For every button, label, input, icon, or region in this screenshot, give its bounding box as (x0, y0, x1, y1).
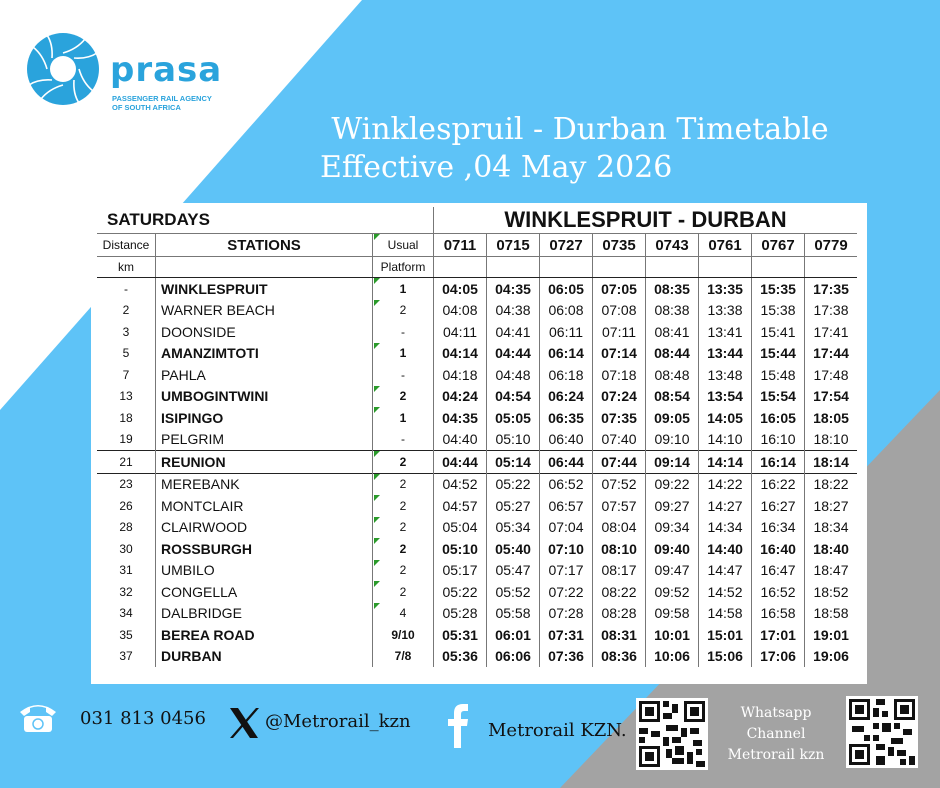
platform-cell: 2 (373, 517, 434, 539)
train-number: 0767 (752, 234, 805, 257)
time-cell: 09:47 (646, 560, 699, 582)
platform-cell: - (373, 321, 434, 343)
time-cell: 17:38 (805, 300, 858, 322)
time-cell: 15:01 (699, 624, 752, 646)
time-cell: 18:40 (805, 538, 858, 560)
qr-code-whatsapp (846, 696, 918, 768)
time-cell: 16:40 (752, 538, 805, 560)
distance-cell: 28 (119, 520, 133, 535)
time-cell: 04:44 (434, 451, 487, 474)
time-cell: 09:52 (646, 581, 699, 603)
column-header-row (97, 234, 857, 257)
time-cell: 16:14 (752, 451, 805, 474)
time-cell: 05:31 (434, 624, 487, 646)
time-cell: 17:06 (752, 646, 805, 668)
table-row (97, 451, 857, 474)
table-row (97, 386, 857, 408)
time-cell: 07:18 (593, 364, 646, 386)
table-row (97, 300, 857, 322)
time-cell: 07:04 (540, 517, 593, 539)
timetable-header-row (97, 207, 857, 234)
station-cell: BEREA ROAD (156, 624, 373, 646)
time-cell: 16:10 (752, 429, 805, 451)
station-cell: MEREBANK (156, 473, 373, 495)
time-cell: 05:17 (434, 560, 487, 582)
platform-cell: 2 (373, 451, 434, 474)
facebook-icon (446, 702, 470, 748)
blank-cell (487, 257, 540, 278)
train-number: 0711 (434, 234, 487, 257)
time-cell: 14:47 (699, 560, 752, 582)
time-cell: 04:48 (487, 364, 540, 386)
station-cell: CONGELLA (156, 581, 373, 603)
distance-cell: 19 (119, 432, 133, 447)
time-cell: 17:44 (805, 343, 858, 365)
time-cell: 08:28 (593, 603, 646, 625)
platform-cell: 2 (373, 473, 434, 495)
time-cell: 18:14 (805, 451, 858, 474)
station-cell: WARNER BEACH (156, 300, 373, 322)
distance-cell: 23 (97, 473, 156, 495)
time-cell: 09:34 (646, 517, 699, 539)
stations-header: STATIONS (156, 234, 373, 257)
time-cell: 17:54 (805, 386, 858, 408)
time-cell: 14:10 (699, 429, 752, 451)
station-cell: DURBAN (156, 646, 373, 668)
train-number: 0743 (646, 234, 699, 257)
time-cell: 07:28 (540, 603, 593, 625)
day-label: SATURDAYS (107, 210, 210, 229)
brand-tagline: PASSENGER RAIL AGENCY OF SOUTH AFRICA (112, 94, 212, 112)
distance-cell: 7 (122, 367, 130, 382)
distance-cell: 35 (119, 627, 133, 642)
time-cell: 08:41 (646, 321, 699, 343)
time-cell: 16:34 (752, 517, 805, 539)
time-cell: 15:06 (699, 646, 752, 668)
time-cell: 06:08 (540, 300, 593, 322)
time-cell: 09:10 (646, 429, 699, 451)
time-cell: 07:40 (593, 429, 646, 451)
time-cell: 09:14 (646, 451, 699, 474)
station-cell: PELGRIM (156, 429, 373, 451)
time-cell: 18:22 (805, 473, 858, 495)
time-cell: 13:35 (699, 278, 752, 300)
station-cell: WINKLESPRUIT (156, 278, 373, 300)
time-cell: 18:34 (805, 517, 858, 539)
station-cell: ROSSBURGH (156, 538, 373, 560)
platform-cell: 9/10 (373, 624, 434, 646)
time-cell: 18:58 (805, 603, 858, 625)
time-cell: 07:44 (593, 451, 646, 474)
time-cell: 05:05 (487, 407, 540, 429)
time-cell: 04:54 (487, 386, 540, 408)
time-cell: 04:08 (434, 300, 487, 322)
time-cell: 07:31 (540, 624, 593, 646)
time-cell: 19:06 (805, 646, 858, 668)
time-cell: 04:57 (434, 495, 487, 517)
whatsapp-line2: Channel (746, 726, 806, 742)
time-cell: 05:52 (487, 581, 540, 603)
time-cell: 09:40 (646, 538, 699, 560)
page-title: Winklespruil - Durban Timetable (331, 112, 829, 147)
time-cell: 16:58 (752, 603, 805, 625)
km-header: km (97, 257, 156, 278)
usual-header: Usual (373, 234, 434, 257)
time-cell: 08:44 (646, 343, 699, 365)
table-row (97, 407, 857, 429)
time-cell: 06:06 (487, 646, 540, 668)
time-cell: 07:57 (593, 495, 646, 517)
time-cell: 04:35 (434, 407, 487, 429)
time-cell: 05:47 (487, 560, 540, 582)
time-cell: 06:05 (540, 278, 593, 300)
time-cell: 13:48 (699, 364, 752, 386)
platform-cell: - (373, 364, 434, 386)
time-cell: 09:58 (646, 603, 699, 625)
time-cell: 18:10 (805, 429, 858, 451)
table-row (97, 517, 857, 539)
time-cell: 05:10 (434, 538, 487, 560)
platform-cell: 2 (373, 386, 434, 408)
time-cell: 06:24 (540, 386, 593, 408)
time-cell: 05:14 (487, 451, 540, 474)
distance-cell: 26 (119, 498, 133, 513)
blank-cell (434, 257, 487, 278)
time-cell: 08:35 (646, 278, 699, 300)
distance-cell: 18 (119, 410, 133, 425)
table-row (97, 538, 857, 560)
time-cell: 08:48 (646, 364, 699, 386)
time-cell: 07:05 (593, 278, 646, 300)
train-number: 0779 (805, 234, 858, 257)
time-cell: 16:05 (752, 407, 805, 429)
blank-cell (593, 257, 646, 278)
time-cell: 15:35 (752, 278, 805, 300)
time-cell: 04:44 (487, 343, 540, 365)
timetable (97, 207, 857, 667)
time-cell: 15:44 (752, 343, 805, 365)
time-cell: 05:10 (487, 429, 540, 451)
distance-cell: 37 (119, 649, 133, 664)
time-cell: 14:22 (699, 473, 752, 495)
distance-cell: 31 (119, 563, 133, 578)
time-cell: 05:22 (487, 473, 540, 495)
time-cell: 14:05 (699, 407, 752, 429)
time-cell: 04:24 (434, 386, 487, 408)
time-cell: 07:14 (593, 343, 646, 365)
platform-cell: 1 (373, 278, 434, 300)
time-cell: 07:17 (540, 560, 593, 582)
telephone-icon (16, 700, 60, 734)
platform-header: Platform (373, 257, 434, 278)
distance-cell: - (124, 281, 128, 296)
platform-cell: - (373, 429, 434, 451)
time-cell: 05:36 (434, 646, 487, 668)
column-subheader-row (97, 257, 857, 278)
time-cell: 14:58 (699, 603, 752, 625)
time-cell: 04:40 (434, 429, 487, 451)
time-cell: 18:52 (805, 581, 858, 603)
time-cell: 17:01 (752, 624, 805, 646)
time-cell: 04:18 (434, 364, 487, 386)
train-number: 0727 (540, 234, 593, 257)
platform-cell: 2 (373, 560, 434, 582)
time-cell: 07:52 (593, 473, 646, 495)
time-cell: 05:28 (434, 603, 487, 625)
time-cell: 14:14 (699, 451, 752, 474)
time-cell: 13:44 (699, 343, 752, 365)
time-cell: 04:38 (487, 300, 540, 322)
distance-cell: 13 (119, 389, 133, 404)
time-cell: 16:27 (752, 495, 805, 517)
time-cell: 14:52 (699, 581, 752, 603)
station-cell: DALBRIDGE (156, 603, 373, 625)
prasa-logo (24, 30, 224, 120)
table-row (97, 603, 857, 625)
time-cell: 10:01 (646, 624, 699, 646)
table-row (97, 560, 857, 582)
time-cell: 07:35 (593, 407, 646, 429)
time-cell: 07:22 (540, 581, 593, 603)
facebook-page: Metrorail KZN. (488, 720, 627, 741)
table-row (97, 278, 857, 300)
blank-cell (752, 257, 805, 278)
time-cell: 15:38 (752, 300, 805, 322)
distance-cell: 34 (119, 606, 133, 621)
time-cell: 08:17 (593, 560, 646, 582)
distance-cell: 5 (122, 346, 130, 361)
table-row (97, 624, 857, 646)
blank-cell (540, 257, 593, 278)
time-cell: 18:05 (805, 407, 858, 429)
qr-code-icon (636, 698, 708, 770)
distance-cell: 21 (97, 451, 156, 474)
brand-name: prasa (110, 50, 223, 90)
time-cell: 08:31 (593, 624, 646, 646)
time-cell: 06:52 (540, 473, 593, 495)
time-cell: 07:36 (540, 646, 593, 668)
table-row (97, 364, 857, 386)
platform-cell: 2 (373, 495, 434, 517)
time-cell: 14:40 (699, 538, 752, 560)
platform-cell: 1 (373, 407, 434, 429)
time-cell: 06:57 (540, 495, 593, 517)
whatsapp-line3: Metrorail kzn (727, 747, 825, 763)
train-number: 0735 (593, 234, 646, 257)
time-cell: 06:40 (540, 429, 593, 451)
distance-cell: 3 (122, 324, 130, 339)
station-cell: REUNION (156, 451, 373, 474)
time-cell: 06:14 (540, 343, 593, 365)
train-number: 0715 (487, 234, 540, 257)
time-cell: 18:47 (805, 560, 858, 582)
whatsapp-channel-label (716, 703, 836, 766)
time-cell: 04:52 (434, 473, 487, 495)
whatsapp-line1: Whatsapp (740, 705, 812, 721)
time-cell: 14:27 (699, 495, 752, 517)
timetable-sheet (91, 203, 867, 684)
table-row (97, 495, 857, 517)
blank-cell (646, 257, 699, 278)
time-cell: 04:05 (434, 278, 487, 300)
time-cell: 07:10 (540, 538, 593, 560)
stations-subheader (156, 257, 373, 278)
time-cell: 17:48 (805, 364, 858, 386)
time-cell: 04:35 (487, 278, 540, 300)
station-cell: UMBILO (156, 560, 373, 582)
station-cell: DOONSIDE (156, 321, 373, 343)
x-handle: @Metrorail_kzn (265, 711, 411, 732)
platform-cell: 1 (373, 343, 434, 365)
table-row (97, 581, 857, 603)
qr-code-icon (846, 696, 918, 768)
time-cell: 14:34 (699, 517, 752, 539)
qr-code-facebook (636, 698, 708, 770)
time-cell: 04:41 (487, 321, 540, 343)
station-cell: AMANZIMTOTI (156, 343, 373, 365)
time-cell: 13:54 (699, 386, 752, 408)
time-cell: 19:01 (805, 624, 858, 646)
time-cell: 17:35 (805, 278, 858, 300)
time-cell: 05:27 (487, 495, 540, 517)
time-cell: 04:11 (434, 321, 487, 343)
time-cell: 05:58 (487, 603, 540, 625)
time-cell: 05:34 (487, 517, 540, 539)
x-logo-icon (228, 706, 260, 740)
time-cell: 17:41 (805, 321, 858, 343)
distance-cell: 2 (122, 303, 130, 318)
time-cell: 13:41 (699, 321, 752, 343)
platform-cell: 7/8 (373, 646, 434, 668)
platform-cell: 2 (373, 300, 434, 322)
blank-cell (699, 257, 752, 278)
table-row (97, 473, 857, 495)
time-cell: 08:36 (593, 646, 646, 668)
distance-cell: 30 (119, 541, 133, 556)
time-cell: 08:54 (646, 386, 699, 408)
time-cell: 08:10 (593, 538, 646, 560)
time-cell: 05:04 (434, 517, 487, 539)
time-cell: 07:11 (593, 321, 646, 343)
time-cell: 06:44 (540, 451, 593, 474)
station-cell: ISIPINGO (156, 407, 373, 429)
time-cell: 15:48 (752, 364, 805, 386)
platform-cell: 2 (373, 538, 434, 560)
time-cell: 08:38 (646, 300, 699, 322)
table-row (97, 343, 857, 365)
time-cell: 08:04 (593, 517, 646, 539)
distance-cell: 32 (119, 584, 133, 599)
station-cell: MONTCLAIR (156, 495, 373, 517)
time-cell: 10:06 (646, 646, 699, 668)
time-cell: 08:22 (593, 581, 646, 603)
time-cell: 16:47 (752, 560, 805, 582)
time-cell: 07:08 (593, 300, 646, 322)
prasa-logo-icon (24, 30, 102, 108)
time-cell: 09:05 (646, 407, 699, 429)
time-cell: 06:35 (540, 407, 593, 429)
table-row (97, 646, 857, 668)
effective-date: Effective ,04 May 2026 (320, 150, 673, 185)
time-cell: 07:24 (593, 386, 646, 408)
phone-number: 031 813 0456 (80, 708, 206, 729)
time-cell: 16:22 (752, 473, 805, 495)
route-label: WINKLESPRUIT - DURBAN (434, 207, 858, 234)
blank-cell (805, 257, 858, 278)
time-cell: 06:01 (487, 624, 540, 646)
distance-header: Distance (97, 234, 156, 257)
time-cell: 09:27 (646, 495, 699, 517)
platform-cell: 2 (373, 581, 434, 603)
time-cell: 06:11 (540, 321, 593, 343)
station-cell: UMBOGINTWINI (156, 386, 373, 408)
time-cell: 16:52 (752, 581, 805, 603)
time-cell: 13:38 (699, 300, 752, 322)
train-number: 0761 (699, 234, 752, 257)
station-cell: PAHLA (156, 364, 373, 386)
time-cell: 09:22 (646, 473, 699, 495)
table-row (97, 321, 857, 343)
table-row (97, 429, 857, 451)
platform-cell: 4 (373, 603, 434, 625)
time-cell: 06:18 (540, 364, 593, 386)
time-cell: 05:40 (487, 538, 540, 560)
time-cell: 15:54 (752, 386, 805, 408)
time-cell: 04:14 (434, 343, 487, 365)
time-cell: 15:41 (752, 321, 805, 343)
station-cell: CLAIRWOOD (156, 517, 373, 539)
time-cell: 05:22 (434, 581, 487, 603)
time-cell: 18:27 (805, 495, 858, 517)
